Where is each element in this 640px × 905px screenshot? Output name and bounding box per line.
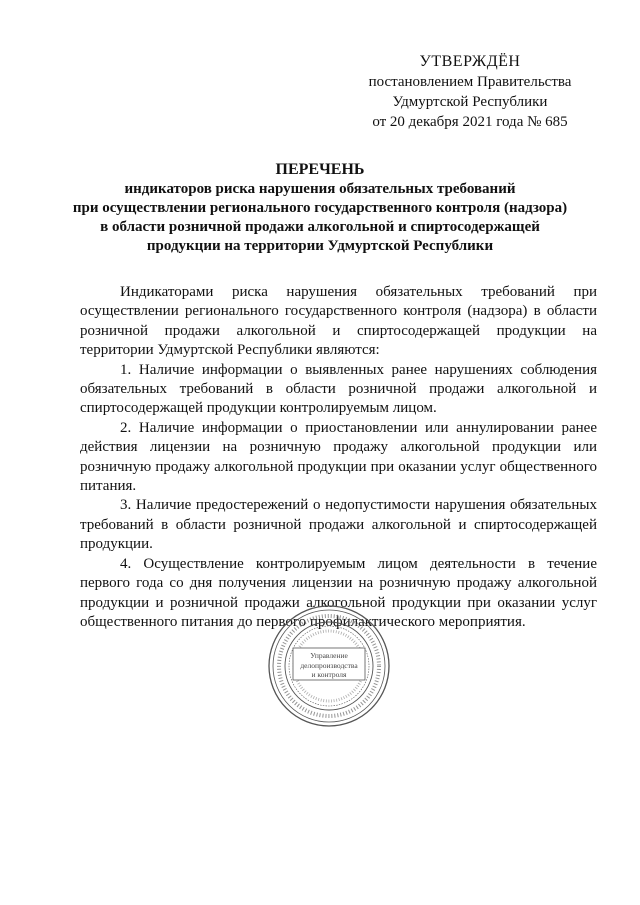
approval-block: [350, 52, 590, 132]
official-seal-stamp: [267, 604, 391, 728]
approval-line-1: постановлением Правительства: [368, 74, 572, 90]
intro-paragraph: Индикаторами риска нарушения обязательных требований при осуществлении регионального государственного контроля (надзора) в области розничной продажи алкогольной и спиртосодержащей продукции на территории Удмуртской Республики являются:: [80, 284, 597, 359]
list-item: 1. Наличие информации о выявленных ранее нарушениях соблюдения обязательных требований в области розничной продажи алкогольной и спиртосодержащей продукции контролируемым лицом.: [80, 361, 597, 417]
document-title: ПЕРЕЧЕНЬ: [275, 161, 365, 178]
document-header: [70, 160, 570, 256]
header-line-4: продукции на территории Удмуртской Республики: [146, 238, 494, 254]
header-line-2: при осуществлении регионального государственного контроля (надзора): [72, 200, 568, 216]
approval-line-2: Удмуртской Республики: [392, 94, 548, 110]
list-item: 2. Наличие информации о приостановлении или аннулировании ранее действия лицензии на розничную продажу алкогольной продукции или розничную продажу алкогольной продукции при оказании услуг общественного питания.: [80, 419, 597, 495]
approval-title: УТВЕРЖДЁН: [419, 53, 521, 70]
list-item: 4. Осуществление контролируемым лицом деятельности в течение первого года со дня получения лицензии на розничную продажу алкогольной продукции и розничной продажи алкогольной продукции при оказании услуг общественного питания до первого профилактического мероприятия.: [80, 555, 597, 630]
list-item: 3. Наличие предостережений о недопустимости нарушения обязательных требований в области розничной продажи алкогольной и спиртосодержащей продукции.: [80, 497, 597, 553]
header-line-1: индикаторов риска нарушения обязательных требований: [124, 181, 516, 197]
seal-text-1: Управление: [310, 651, 348, 660]
header-line-3: в области розничной продажи алкогольной и спиртосодержащей: [100, 219, 540, 235]
seal-text-3: и контроля: [311, 670, 347, 679]
document-body: [80, 283, 597, 632]
approval-line-3: от 20 декабря 2021 года № 685: [372, 114, 568, 130]
seal-text-2: делопроизводства: [300, 661, 358, 670]
